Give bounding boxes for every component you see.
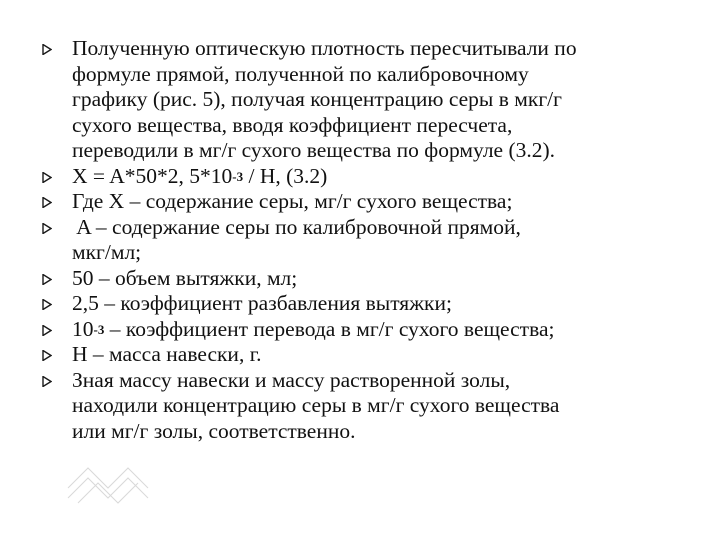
formula-exponent: -3 <box>232 168 244 184</box>
coefficient-base: 10 <box>72 316 94 341</box>
item-text-line: Полученную оптическую плотность пересчитывали по <box>72 36 577 60</box>
item-text-line: переводили в мг/г сухого вещества по формуле (3.2). <box>72 138 556 162</box>
item-text-line: сухого вещества, вводя коэффициент пересчета, <box>72 112 513 137</box>
item-text-line: графику (рис. 5), получая концентрацию серы в мкг/г <box>72 87 562 111</box>
list-item <box>40 164 670 190</box>
item-text-line: A – содержание серы по калибровочной прямой, <box>72 214 521 239</box>
item-text-line: 2,5 – коэффициент разбавления вытяжки; <box>72 291 452 315</box>
list-item <box>40 36 670 164</box>
item-text-line: или мг/г золы, соответственно. <box>72 418 356 443</box>
triangle-bullet-icon <box>42 44 52 55</box>
triangle-bullet-icon <box>42 223 52 234</box>
item-text-line: H – масса навески, г. <box>72 342 262 366</box>
coefficient-exponent: -3 <box>93 321 105 337</box>
list-item <box>40 317 670 343</box>
list-item <box>40 368 670 445</box>
list-item <box>40 215 670 266</box>
triangle-bullet-icon <box>42 350 52 361</box>
list-item <box>40 266 670 292</box>
list-item <box>40 189 670 215</box>
triangle-bullet-icon <box>42 274 52 285</box>
triangle-bullet-icon <box>42 376 52 387</box>
list-item <box>40 342 670 368</box>
coefficient-line <box>72 317 670 343</box>
item-text-line: Где X – содержание серы, мг/г сухого вещества; <box>72 189 513 213</box>
list-item <box>40 291 670 317</box>
formula-line <box>72 164 670 190</box>
triangle-bullet-icon <box>42 325 52 336</box>
formula-text: X = A*50*2, 5*10 <box>72 163 233 188</box>
item-text-line: мкг/мл; <box>72 240 142 264</box>
watermark-decoration <box>58 448 158 508</box>
item-text-line: 50 – объем вытяжки, мл; <box>72 265 298 290</box>
triangle-bullet-icon <box>42 197 52 208</box>
bullet-list <box>40 36 670 444</box>
item-text-line: находили концентрацию серы в мг/г сухого вещества <box>72 393 560 417</box>
triangle-bullet-icon <box>42 172 52 183</box>
item-text-line: формуле прямой, полученной по калибровочному <box>72 61 529 86</box>
formula-text-end: / H, (3.2) <box>243 163 328 188</box>
item-text-line: Зная массу навески и массу растворенной золы, <box>72 367 511 392</box>
triangle-bullet-icon <box>42 299 52 310</box>
coefficient-text: – коэффициент перевода в мг/г сухого вещества; <box>104 316 555 341</box>
